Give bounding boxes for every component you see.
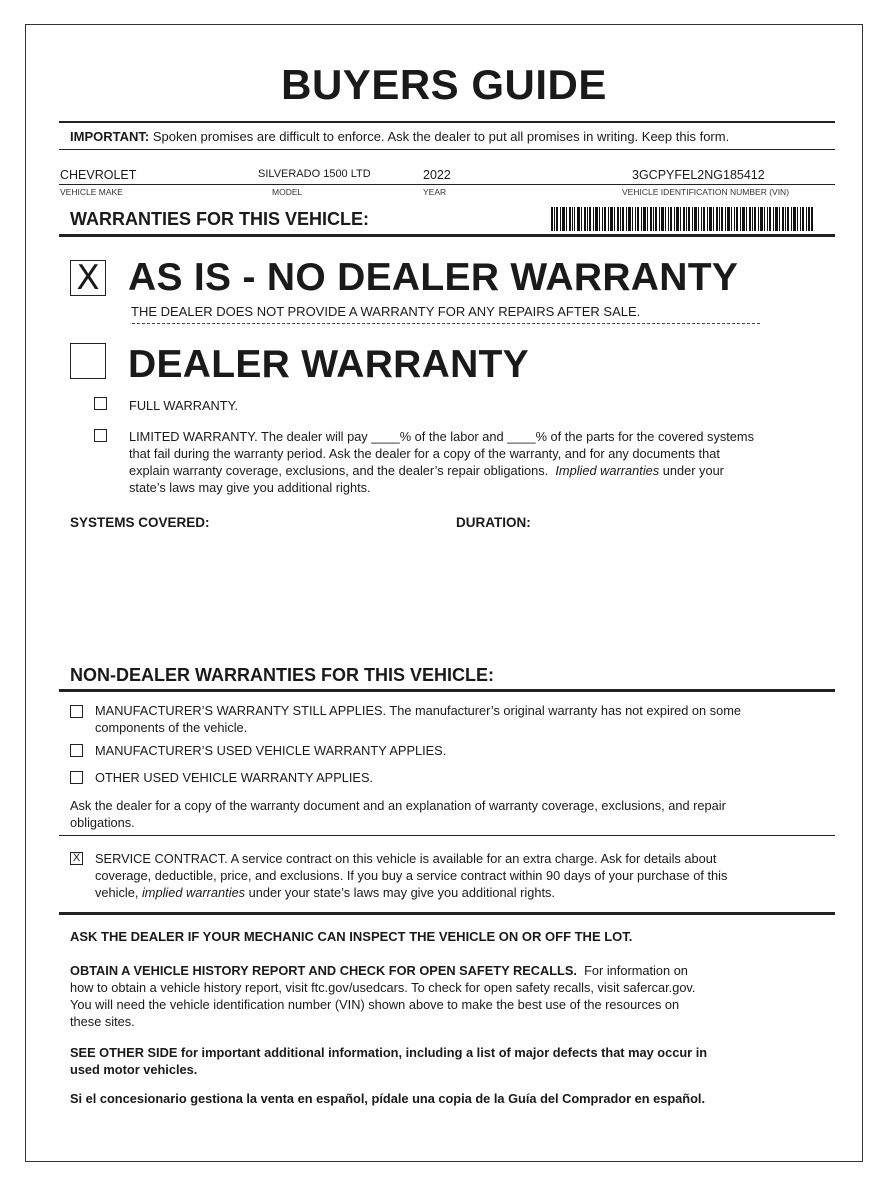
divider	[59, 184, 835, 185]
text: vehicle,	[95, 885, 139, 900]
history-report-text	[70, 962, 835, 1030]
text-line: coverage, deductible, price, and exclusions. If you buy a service contract within 90 days of your purchase of this	[95, 868, 728, 883]
divider	[59, 121, 835, 123]
buyers-guide-page	[25, 24, 863, 1162]
duration-label: DURATION:	[456, 515, 531, 530]
mfr-still-applies-checkbox[interactable]	[70, 705, 83, 718]
limited-text: under your	[662, 463, 724, 478]
limited-line	[129, 462, 829, 479]
text-line	[95, 884, 835, 901]
warranties-heading: WARRANTIES FOR THIS VEHICLE:	[70, 209, 370, 229]
make-label: VEHICLE MAKE	[60, 187, 123, 197]
divider	[59, 912, 835, 915]
text-line: MANUFACTURER’S WARRANTY STILL APPLIES. The manufacturer’s original warranty has not expired on some	[95, 703, 742, 718]
text: For information on	[584, 963, 688, 978]
limited-text: explain warranty coverage, exclusions, and the dealer’s repair obligations.	[129, 463, 549, 478]
as-is-subtitle: THE DEALER DOES NOT PROVIDE A WARRANTY FOR ANY REPAIRS AFTER SALE.	[131, 304, 641, 319]
mfr-still-applies-text	[95, 702, 830, 736]
mfr-used-text: MANUFACTURER’S USED VEHICLE WARRANTY APPLIES.	[95, 743, 447, 758]
service-contract-text	[95, 850, 835, 901]
important-label: IMPORTANT:	[70, 129, 150, 144]
vin-barcode	[551, 207, 813, 231]
mfr-used-checkbox[interactable]	[70, 744, 83, 757]
important-notice	[70, 129, 729, 144]
as-is-checkbox[interactable]: X	[70, 260, 106, 296]
limited-line: state’s laws may give you additional rights.	[129, 480, 371, 495]
text-line: Ask the dealer for a copy of the warranty document and an explanation of warranty coverage, exclusions, and repair	[70, 798, 726, 813]
limited-warranty-checkbox[interactable]	[94, 429, 107, 442]
text-line	[70, 962, 835, 979]
other-used-text: OTHER USED VEHICLE WARRANTY APPLIES.	[95, 770, 374, 785]
limited-warranty-text	[129, 428, 829, 496]
text-line: how to obtain a vehicle history report, visit ftc.gov/usedcars. To check for open safety recalls, visit safercar.gov.	[70, 980, 696, 995]
year-label: YEAR	[423, 187, 447, 197]
text-line: components of the vehicle.	[95, 720, 248, 735]
mechanic-inspect-text: ASK THE DEALER IF YOUR MECHANIC CAN INSPECT THE VEHICLE ON OR OFF THE LOT.	[70, 929, 633, 944]
dashed-divider	[132, 323, 760, 324]
divider	[59, 835, 835, 836]
vehicle-year: 2022	[423, 168, 451, 182]
limited-line: that fail during the warranty period. Ask the dealer for a copy of the warranty, and for any documents that	[129, 446, 720, 461]
text-line: SERVICE CONTRACT. A service contract on this vehicle is available for an extra charge. Ask for details about	[95, 851, 717, 866]
dealer-warranty-title: DEALER WARRANTY	[128, 343, 529, 386]
full-warranty-label: FULL WARRANTY.	[129, 398, 239, 413]
vehicle-make: CHEVROLET	[60, 168, 137, 182]
other-used-checkbox[interactable]	[70, 771, 83, 784]
divider	[59, 234, 835, 237]
text-line: obligations.	[70, 815, 135, 830]
as-is-title: AS IS - NO DEALER WARRANTY	[128, 256, 739, 299]
page-title: BUYERS GUIDE	[281, 61, 607, 108]
systems-covered-label: SYSTEMS COVERED:	[70, 515, 210, 530]
see-other-side-text	[70, 1044, 835, 1078]
model-label: MODEL	[272, 187, 303, 197]
history-bold: OBTAIN A VEHICLE HISTORY REPORT AND CHECK FOR OPEN SAFETY RECALLS.	[70, 963, 577, 978]
text-line: You will need the vehicle identification number (VIN) shown above to make the best use of the resources on	[70, 997, 680, 1012]
important-text: Spoken promises are difficult to enforce. Ask the dealer to put all promises in writing. Keep this form.	[152, 129, 730, 144]
dealer-warranty-checkbox[interactable]	[70, 343, 106, 379]
text: under your state’s laws may give you additional rights.	[248, 885, 555, 900]
text-line: used motor vehicles.	[70, 1062, 198, 1077]
service-contract-checkbox[interactable]: X	[70, 852, 83, 865]
implied-warranties-text: implied warranties	[141, 885, 246, 900]
text-line: these sites.	[70, 1014, 135, 1029]
limited-line: LIMITED WARRANTY. The dealer will pay ____% of the labor and ____% of the parts for the covered systems	[129, 429, 754, 444]
text-line: SEE OTHER SIDE for important additional information, including a list of major defects that may occur in	[70, 1045, 708, 1060]
vehicle-vin: 3GCPYFEL2NG185412	[632, 168, 765, 182]
vehicle-model: SILVERADO 1500 LTD	[258, 168, 371, 180]
spanish-notice: Si el concesionario gestiona la venta en español, pídale una copia de la Guía del Comprador en español.	[70, 1091, 706, 1106]
full-warranty-checkbox[interactable]	[94, 397, 107, 410]
vin-label: VEHICLE IDENTIFICATION NUMBER (VIN)	[622, 187, 790, 197]
ask-dealer-text	[70, 797, 830, 831]
divider	[59, 149, 835, 150]
non-dealer-heading: NON-DEALER WARRANTIES FOR THIS VEHICLE:	[70, 665, 495, 685]
implied-warranties-text: Implied warranties	[555, 463, 660, 478]
divider	[59, 689, 835, 692]
